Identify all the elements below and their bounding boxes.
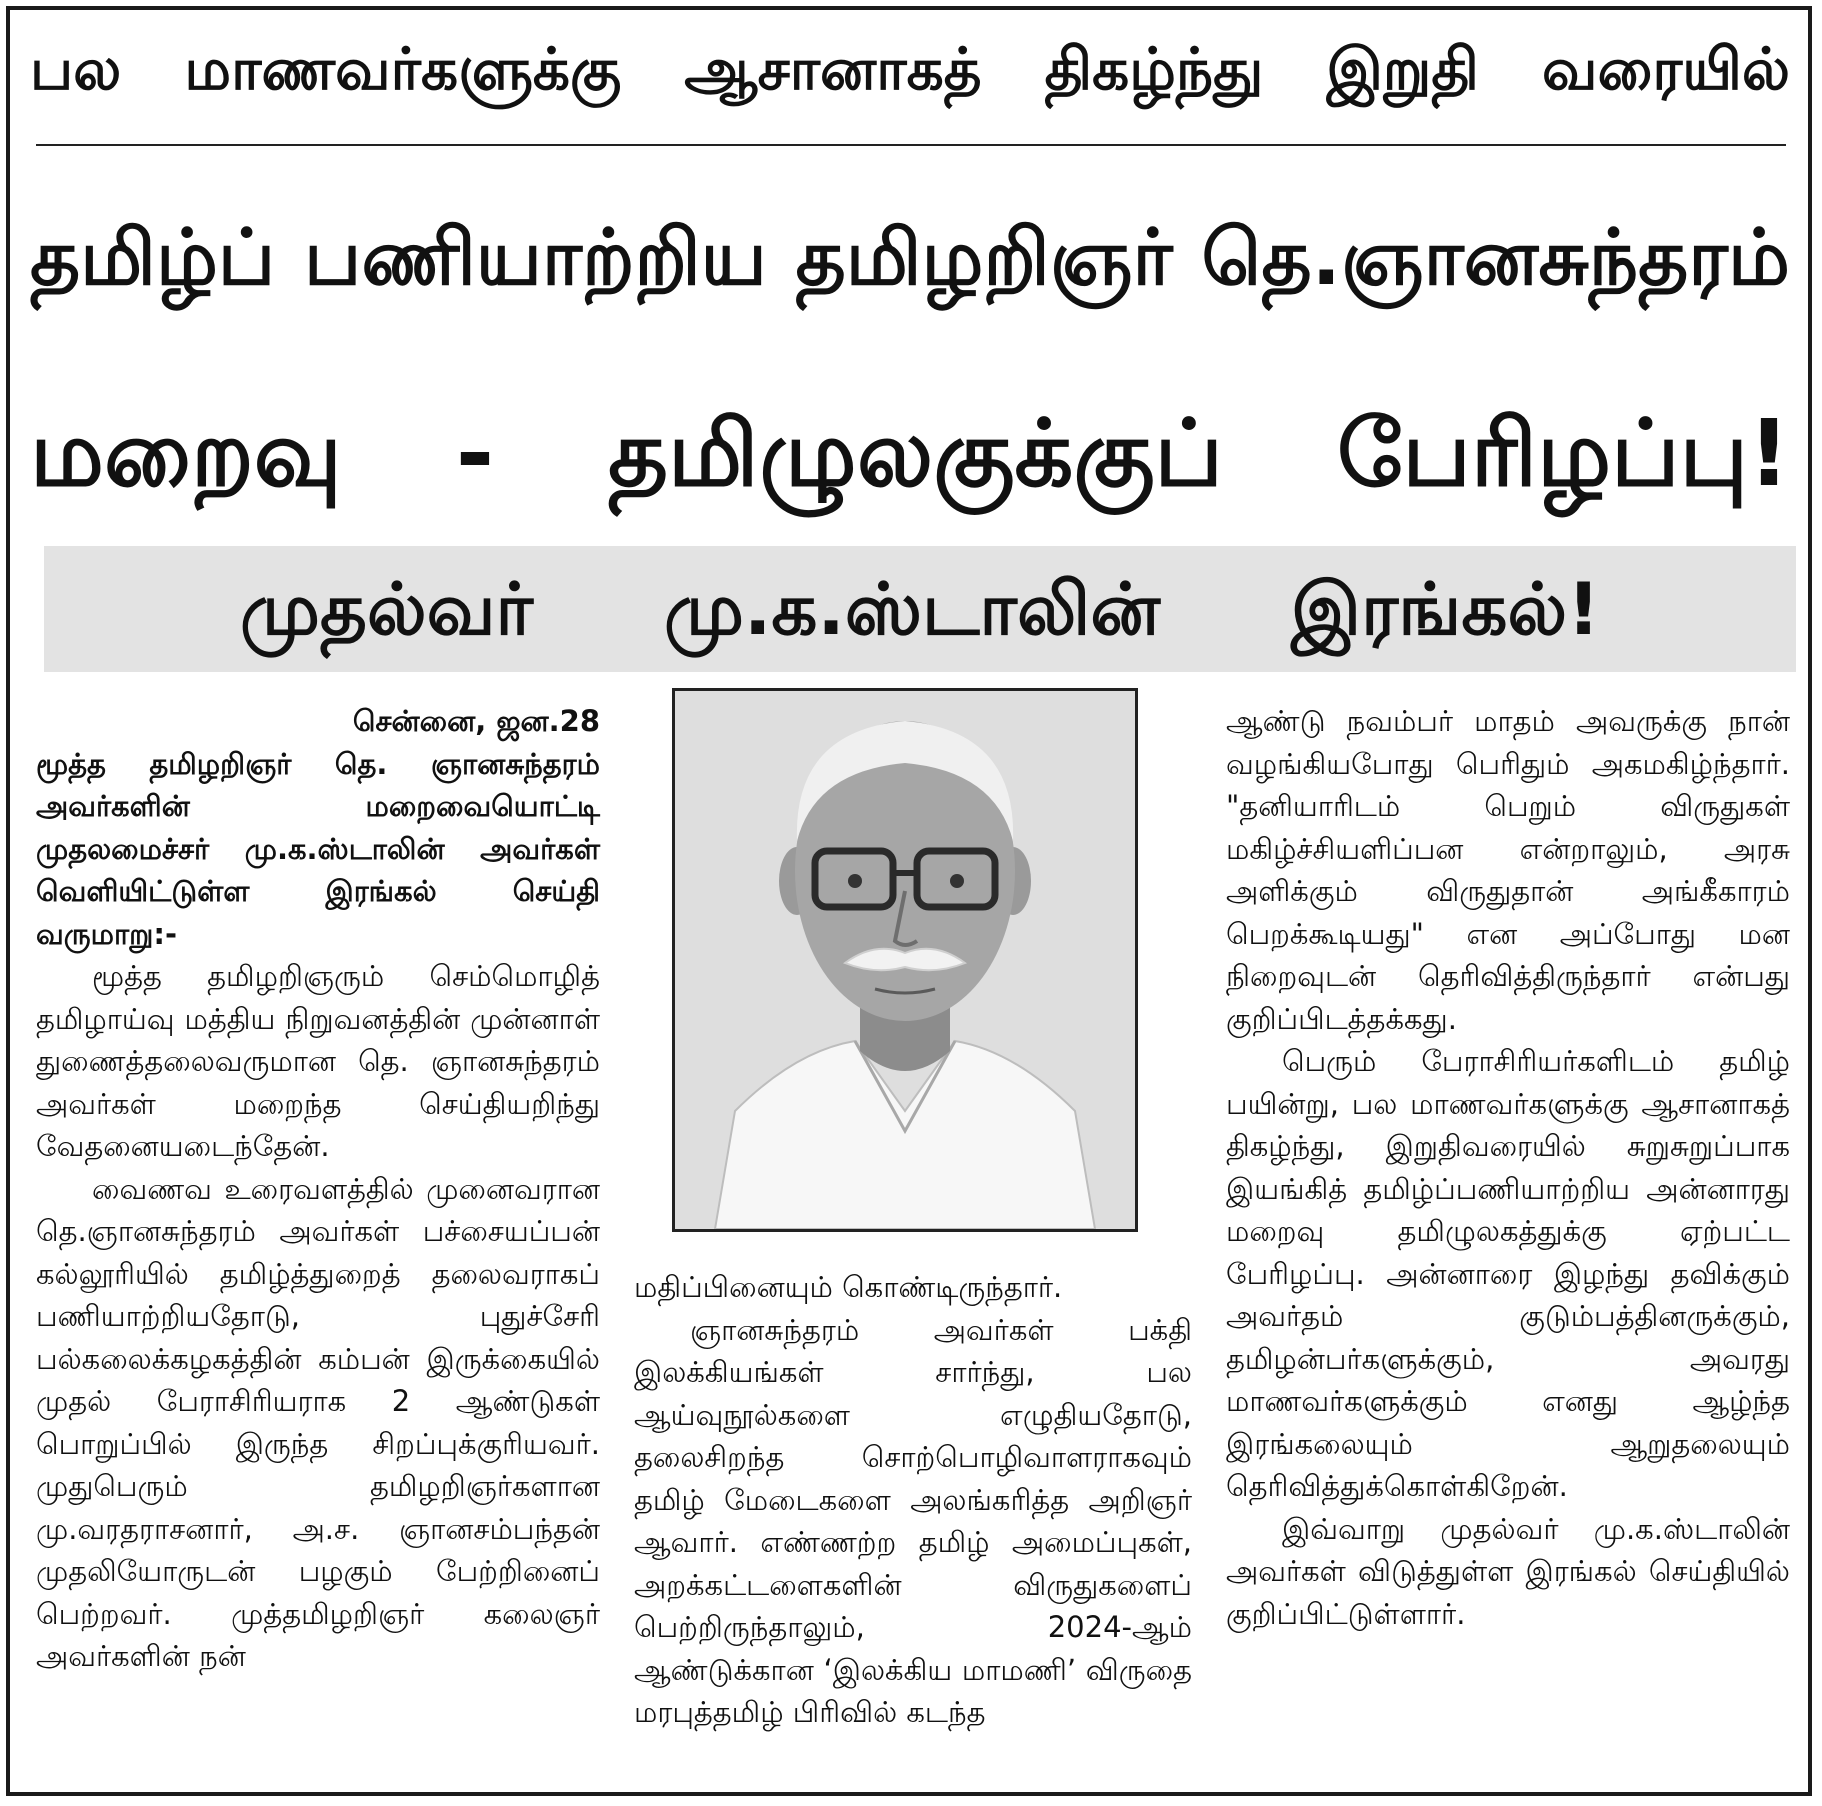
body-paragraph: பெரும் பேராசிரியர்களிடம் தமிழ் பயின்று, பல மாணவர்களுக்கு ஆசானாகத் திகழ்ந்து, இறுதிவரையில் சுறுசுறுப்பாக இயங்கித் தமிழ்ப்பணியாற்றிய அன்னாரது மறைவு தமிழுலகத்துக்கு ஏற்பட்ட பேரிழப்பு. அன்னாரை இழந்து தவிக்கும் அவர்தம் குடும்பத்தினருக்கும், தமிழன்பர்களுக்கும், அவரது மாணவர்களுக்கும் எனது ஆழ்ந்த இரங்கலையும் ஆறுதலையும் தெரிவித்துக்கொள்கிறேன். (1226, 1044, 1790, 1503)
body-paragraph: ஞானசுந்தரம் அவர்கள் பக்தி இலக்கியங்கள் சார்ந்து, பல ஆய்வுநூல்களை எழுதியதோடு, தலைசிறந்த சொற்பொழிவாளராகவும் தமிழ் மேடைகளை அலங்கரித்த அறிஞர் ஆவார். எண்ணற்ற தமிழ் அமைப்புகள், அறக்கட்டளைகளின் விருதுகளைப் பெற்றிருந்தாலும், 2024-ஆம் ஆண்டுக்கான ‘இலக்கிய மாமணி’ விருதை மரபுத்தமிழ் பிரிவில் கடந்த (634, 1312, 1192, 1729)
dateline: சென்னை, ஜன.28 (352, 704, 600, 738)
article-column-2 (634, 1266, 1192, 1734)
body-paragraph: மதிப்பினையும் கொண்டிருந்தார். (634, 1270, 1063, 1304)
kicker-rule (36, 144, 1786, 146)
article-column-3 (1226, 700, 1790, 1635)
article-column-1 (36, 700, 600, 1678)
body-paragraph: இவ்வாறு முதல்வர் மு.க.ஸ்டாலின் அவர்கள் விடுத்துள்ள இரங்கல் செய்தியில் குறிப்பிட்டுள்ளார். (1226, 1511, 1790, 1631)
portrait-photo (672, 688, 1138, 1232)
body-paragraph: மூத்த தமிழறிஞரும் செம்மொழித் தமிழாய்வு மத்திய நிறுவனத்தின் முன்னாள் துணைத்தலைவருமான தெ. ஞானசுந்தரம் அவர்கள் மறைந்த செய்தியறிந்து வேதனையடைந்தேன். (36, 959, 600, 1163)
lead-paragraph: மூத்த தமிழறிஞர் தெ. ஞானசுந்தரம் அவர்களின் மறைவையொட்டி முதலமைச்சர் மு.க.ஸ்டாலின் அவர்கள் வெளியிட்டுள்ள இரங்கல் செய்தி வருமாறு:- (36, 746, 600, 951)
body-paragraph: ஆண்டு நவம்பர் மாதம் அவருக்கு நான் வழங்கியபோது பெரிதும் அகமகிழ்ந்தார். "தனியாரிடம் பெறும் விருதுகள் மகிழ்ச்சியளிப்பன என்றாலும், அரசு அளிக்கும் விருதுதான் அங்கீகாரம் பெறக்கூடியது" என அப்போது மன நிறைவுடன் தெரிவித்திருந்தார் என்பது குறிப்பிடத்தக்கது. (1226, 704, 1790, 1036)
portrait-illustration (675, 691, 1135, 1229)
subheadline: முதல்வர் மு.க.ஸ்டாலின் இரங்கல்! (240, 567, 1600, 651)
headline-line-1: தமிழ்ப் பணியாற்றிய தமிழறிஞர் தெ.ஞானசுந்தரம் (30, 214, 1790, 303)
headline-line-2: மறைவு - தமிழுலகுக்குப் பேரிழப்பு! (30, 400, 1790, 507)
body-paragraph: வைணவ உரைவளத்தில் முனைவரான தெ.ஞானசுந்தரம் அவர்கள் பச்சையப்பன் கல்லூரியில் தமிழ்த்துறைத் தலைவராகப் பணியாற்றியதோடு, புதுச்சேரி பல்கலைக்கழகத்தின் கம்பன் இருக்கையில் முதல் பேராசிரியராக 2 ஆண்டுகள் பொறுப்பில் இருந்த சிறப்புக்குரியவர். முதுபெரும் தமிழறிஞர்களான மு.வரதராசனார், அ.ச. ஞானசம்பந்தன் முதலியோருடன் பழகும் பேற்றினைப் பெற்றவர். முத்தமிழறிஞர் கலைஞர் அவர்களின் நன் (36, 1171, 600, 1673)
kicker-headline: பல மாணவர்களுக்கு ஆசானாகத் திகழ்ந்து இறுதி வரையில் (30, 35, 1790, 103)
